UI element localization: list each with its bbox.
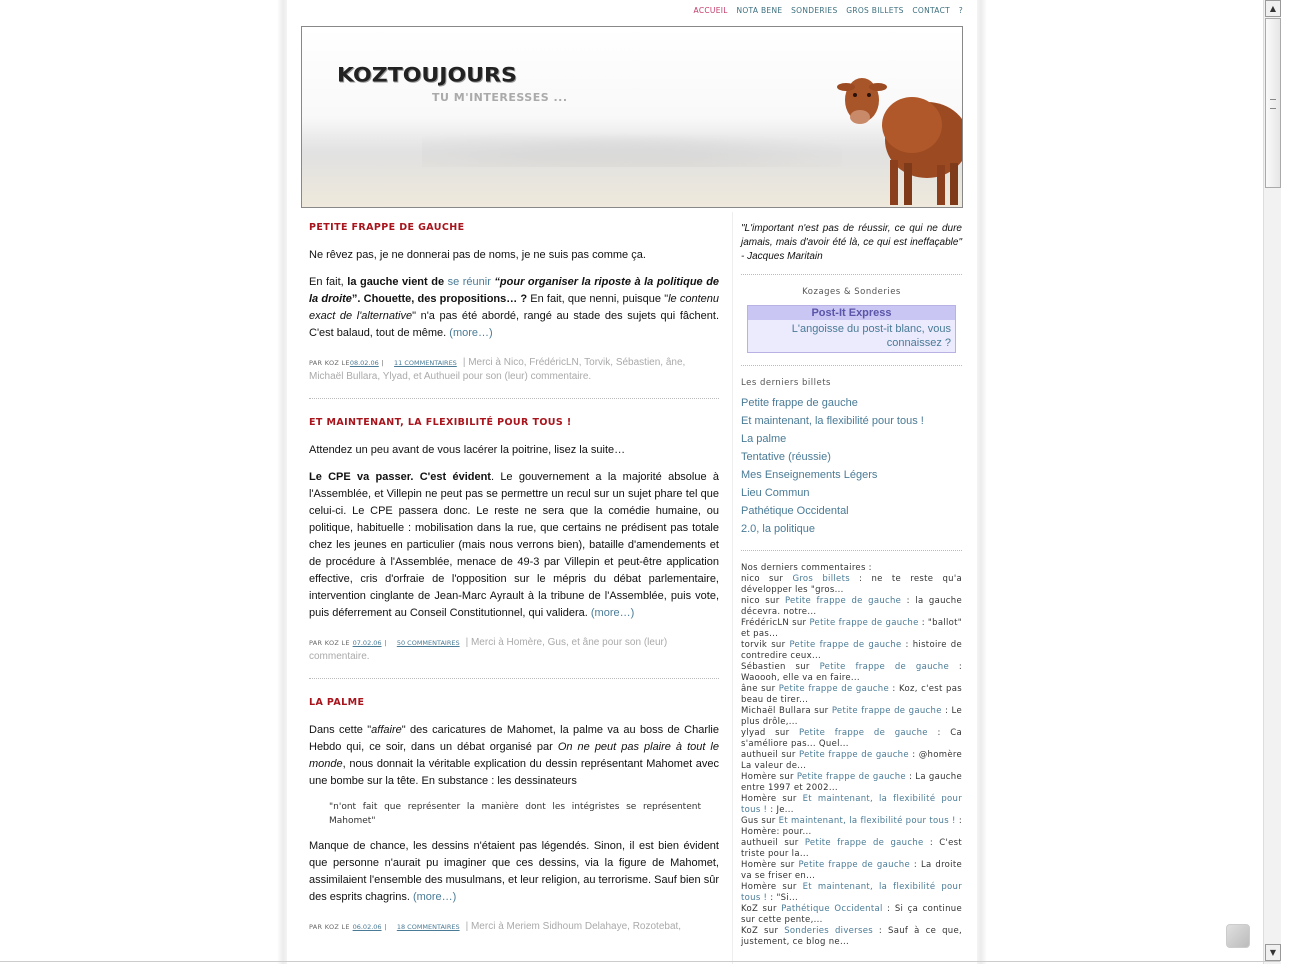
post-paragraph [309,722,719,790]
comment-item: Homère sur Petite frappe de gauche : La gauche entre 1997 et 2002... [741,772,962,793]
comment-item: Homère sur Petite frappe de gauche : La droite va se friser en... [741,860,963,881]
post-petite-frappe [309,222,719,399]
more-link[interactable]: (more…) [412,891,457,903]
post-paragraph [309,838,719,906]
post-text: En fait, [309,276,348,288]
comment-item: nico sur Petite frappe de gauche : la gauche décevra. notre... [741,596,962,617]
comment-author: torvik [741,640,768,650]
comment-post-link[interactable]: Pathétique Occidental [781,904,883,914]
site-tagline: TU M'INTERESSES ... [432,91,568,104]
site-logo: KOZTOUJOURS [337,64,517,87]
post-text: En fait, que nenni, puisque " [527,293,669,305]
comment-excerpt: : C'est triste pour la... [741,838,963,859]
post-quote: "n'ont fait que représenter la manière dont les intégristes se représentent Mahomet" [329,802,701,826]
comment-excerpt: : Ca s'améliore pas... Quel... [741,728,962,749]
comment-excerpt: : Si ça continue sur cette pente,... [741,904,962,925]
comment-author: Homère [741,772,777,782]
comment-post-link[interactable]: Petite frappe de gauche [796,772,906,782]
billet-link[interactable]: Mes Enseignements Légers [741,469,878,481]
comment-item: Gus sur Et maintenant, la flexibilité pour tous ! : Homère: pour... [741,816,962,837]
comment-item: Sébastien sur Petite frappe de gauche : Waoooh, elle va en faire... [741,662,963,683]
post-date[interactable]: 08.02.06 [349,359,379,367]
comments-count-link[interactable]: 50 COMMENTAIRES [396,639,460,647]
billet-link[interactable]: Pathétique Occidental [741,505,849,517]
post-text: Dans cette " [309,724,372,736]
vertical-scrollbar[interactable] [1263,0,1281,964]
top-nav [688,6,963,15]
comment-post-link[interactable]: Petite frappe de gauche [798,860,911,870]
column-divider [732,212,733,964]
comment-item: KoZ sur Sonderies diverses : Sauf à ce que, justement, ce blog ne... [741,926,962,947]
comment-post-link[interactable]: Petite frappe de gauche [809,618,919,628]
post-text: Manque de chance, les dessins n'étaient pas légendés. Sinon, il est bien évident que personne n'aurait pu imaginer que ces dessins, via la figure de Mahomet, assimilaient l'ensemble des musulmans, et leur religion, au terrorisme. Sauf bien sûr des esprits chagrins. [309,840,719,903]
sidebar [741,222,962,948]
comment-post-link[interactable]: Sonderies diverses [784,926,873,936]
scroll-down-button[interactable]: ▼ [1265,944,1281,961]
comment-item: Homère sur Et maintenant, la flexibilité pour tous ! : Je... [741,794,963,815]
comment-author: nico [741,596,760,606]
billets-title: Les derniers billets [741,378,831,388]
main-column [309,222,719,966]
post-thanks: | Merci à Homère, Gus, et âne pour son (leur) commentaire. [309,637,668,662]
comment-excerpt: : @homère La valeur de... [741,750,962,771]
comment-author: Homère [741,794,777,804]
nav-contact[interactable]: CONTACT [912,6,951,15]
comment-excerpt: : ne te reste qu'a développer les "gros... [741,574,963,595]
post-paragraph [309,469,719,622]
comment-author: KoZ [741,926,759,936]
nav-nota-bene[interactable]: NOTA BENE [736,6,783,15]
nav-help[interactable]: ? [958,6,963,15]
comment-post-link[interactable]: Et maintenant, la flexibilité pour tous ! [741,794,963,815]
comment-author: Gus [741,816,759,826]
post-text: , nous donnait la véritable explication du dessin représentant Mahomet avec une bombe sur la tête. En substance : les dessinateurs [309,758,719,787]
comment-excerpt: : la gauche décevra. notre... [741,596,962,617]
nav-sonderies[interactable]: SONDERIES [791,6,838,15]
post-thanks: | Merci à Nico, FrédéricLN, Torvik, Sébastien, âne, Michaël Bullara, Ylyad, et Authueil pour son (leur) commentaire. [309,357,686,382]
comment-excerpt: : La gauche entre 1997 et 2002... [741,772,962,793]
scroll-thumb[interactable] [1265,18,1281,188]
comment-excerpt: : Le plus drôle,... [741,706,962,727]
comment-post-link[interactable]: Et maintenant, la flexibilité pour tous ! [741,882,963,903]
billet-link[interactable]: La palme [741,433,787,445]
post-bold: la gauche vient de [347,276,448,288]
comment-item: authueil sur Petite frappe de gauche : @homère La valeur de... [741,750,962,771]
comment-author: FrédéricLN [741,618,790,628]
billet-link[interactable]: Tentative (réussie) [741,451,831,463]
comment-post-link[interactable]: Et maintenant, la flexibilité pour tous ! [778,816,956,826]
post-paragraph: Ne rêvez pas, je ne donnerai pas de noms, je ne suis pas comme ça. [309,249,646,261]
comments-count-link[interactable]: 11 COMMENTAIRES [394,359,457,367]
post-text: . Le gouvernement a la majorité absolue à l'Assemblée, et Villepin ne peut pas se permettre un recul sur un sujet phare tel que celui-ci. Le CPE passera donc. Le reste ne sera que la comédie humaine, ou politique, habituelle : mobilisation dans la rue, que certains ne prédisent pas totale chez les jeunes en particulier (mais nous verrons bien), bataille d'amendements et de procédure à l'Assemblée, menace de 49-3 par Villepin et peut-être application effective, cris d'orfraie de l'opposition sur le mépris du débat parlementaire, intervention cinglante de Jean-Marc Ayrault à la tribune de l'Assemblée, puis vote, puis déferrement au Conseil Constitutionnel, qui validera. [309,471,720,619]
billet-link[interactable]: Lieu Commun [741,487,810,499]
comment-author: authueil [741,838,779,848]
comment-author: nico [741,574,760,584]
comment-excerpt: : La droite va se friser en... [741,860,963,881]
billet-link[interactable]: 2.0, la politique [741,523,815,535]
meta-sep: | [384,639,387,647]
comment-post-link[interactable]: Gros billets [792,574,850,584]
postit-title: Post-It Express [748,306,955,320]
post-text: " des caricatures de Mahomet, la palme va au boss de Charlie Hebdo qui, ce soir, dans un débat organisé par [309,724,719,753]
post-meta [309,356,719,399]
comment-item: nico sur Gros billets : ne te reste qu'a développer les "gros... [741,574,963,595]
post-thanks: | Merci à Meriem Sidhoum Delahaye, Rozotebat, [465,921,682,932]
comment-author: âne [741,684,758,694]
comment-item: FrédéricLN sur Petite frappe de gauche : "ballot" et pas... [741,618,963,639]
comment-item: ylyad sur Petite frappe de gauche : Ca s'améliore pas... Quel... [741,728,962,749]
comment-item: KoZ sur Pathétique Occidental : Si ça continue sur cette pente,... [741,904,962,925]
post-title[interactable]: LA PALME [309,697,365,708]
meta-sep: | [381,359,385,367]
comment-item: torvik sur Petite frappe de gauche : histoire de contredire ceux... [741,640,962,661]
comment-post-link[interactable]: Petite frappe de gauche [789,640,902,650]
billet-link[interactable]: Petite frappe de gauche [741,397,858,409]
post-bold: ”. Chouette, des propositions… ? [351,293,528,305]
comment-author: Homère [741,860,777,870]
billet-link[interactable]: Et maintenant, la flexibilité pour tous ! [741,415,924,427]
comment-excerpt: : Koz, c'est pas beau de tirer... [741,684,962,705]
comment-post-link[interactable]: Petite frappe de gauche [784,596,902,606]
postit-express[interactable] [747,305,956,353]
nav-accueil[interactable]: ACCUEIL [693,6,728,15]
comment-post-link[interactable]: Petite frappe de gauche [819,662,949,672]
post-bold: Le CPE va passer. C'est évident [309,471,491,483]
post-paragraph: Attendez un peu avant de vous lacérer la poitrine, lisez la suite… [309,444,626,456]
page-tool-icon[interactable] [1226,924,1250,948]
sidebar-divider [741,550,962,551]
post-title[interactable]: ET MAINTENANT, LA FLEXIBILITÉ POUR TOUS ! [309,417,572,428]
comment-author: Michaël Bullara [741,706,811,716]
comment-excerpt: : histoire de contredire ceux... [741,640,962,661]
comment-post-link[interactable]: Petite frappe de gauche [778,684,889,694]
meta-sep: | [384,923,387,931]
postit-body: L'angoisse du post-it blanc, vous connaissez ? [791,323,951,349]
post-italic: On ne peut pas plaire à tout le monde [309,741,719,770]
post-bold-italic: “pour organiser la riposte à la politique de la droite [309,276,720,305]
recent-comments [741,563,962,948]
post-meta [309,920,719,948]
post-author: PAR KOZ LE [309,359,350,367]
comment-excerpt: : Je... [770,805,794,815]
post-author: PAR KOZ LE [309,639,350,647]
comments-list [741,574,962,948]
comment-post-link[interactable]: Petite frappe de gauche [798,750,909,760]
comment-excerpt: : Waoooh, elle va en faire... [741,662,963,683]
post-flexibilite [309,417,719,679]
scroll-grip-icon [1270,99,1276,109]
comment-excerpt: : Homère: pour... [741,816,962,837]
comment-item: âne sur Petite frappe de gauche : Koz, c'est pas beau de tirer... [741,684,962,705]
comment-author: ylyad [741,728,766,738]
window-bottom-edge [0,961,1280,962]
post-italic: affaire [371,724,402,736]
more-link[interactable]: (more…) [449,327,493,339]
more-link[interactable]: (more…) [590,607,635,619]
post-date[interactable]: 07.02.06 [352,639,382,647]
kozages-box [741,287,962,353]
comment-item: authueil sur Petite frappe de gauche : C'est triste pour la... [741,838,963,859]
comments-title: Nos derniers commentaires : [741,563,872,573]
comment-item: Homère sur Et maintenant, la flexibilité pour tous ! : "Si... [741,882,963,903]
nav-gros-billets[interactable]: GROS BILLETS [846,6,904,15]
comment-post-link[interactable]: Petite frappe de gauche [804,838,924,848]
comment-author: authueil [741,750,779,760]
comment-excerpt: : Sauf à ce que, justement, ce blog ne... [741,926,962,947]
comment-excerpt: : "Si... [770,893,799,903]
page [287,0,977,964]
post-text: " n'a pas été abordé, rangé au stade des sujets qui fâchent. C'est balaud, tout de même. [309,310,719,339]
scroll-up-button[interactable]: ▲ [1265,0,1281,17]
comment-post-link[interactable]: Petite frappe de gauche [831,706,942,716]
post-italic: le contenu exact de l'alternative [309,293,719,322]
comment-post-link[interactable]: Petite frappe de gauche [799,728,928,738]
post-meta [309,636,719,679]
comment-item: Michaël Bullara sur Petite frappe de gauche : Le plus drôle,... [741,706,962,727]
post-author: PAR KOZ LE [309,923,350,931]
cow-image [832,55,962,207]
post-link[interactable]: se réunir [447,276,491,288]
comment-author: Sébastien [741,662,786,672]
post-date[interactable]: 06.02.06 [352,923,382,931]
comment-author: KoZ [741,904,759,914]
comment-excerpt: : "ballot" et pas... [741,618,963,639]
sidebar-divider [741,365,962,366]
comment-author: Homère [741,882,777,892]
sidebar-quote: "L'important n'est pas de réussir, ce qui ne dure jamais, mais d'avoir été là, ce qui est ineffaçable" - Jacques Maritain [741,222,962,275]
kozages-title: Kozages & Sonderies [802,287,901,297]
billets-list [741,394,962,538]
post-title[interactable]: PETITE FRAPPE DE GAUCHE [309,222,465,233]
post-paragraph [309,274,719,342]
comments-count-link[interactable]: 18 COMMENTAIRES [396,923,460,931]
post-la-palme [309,697,719,948]
header-banner[interactable] [301,26,963,208]
